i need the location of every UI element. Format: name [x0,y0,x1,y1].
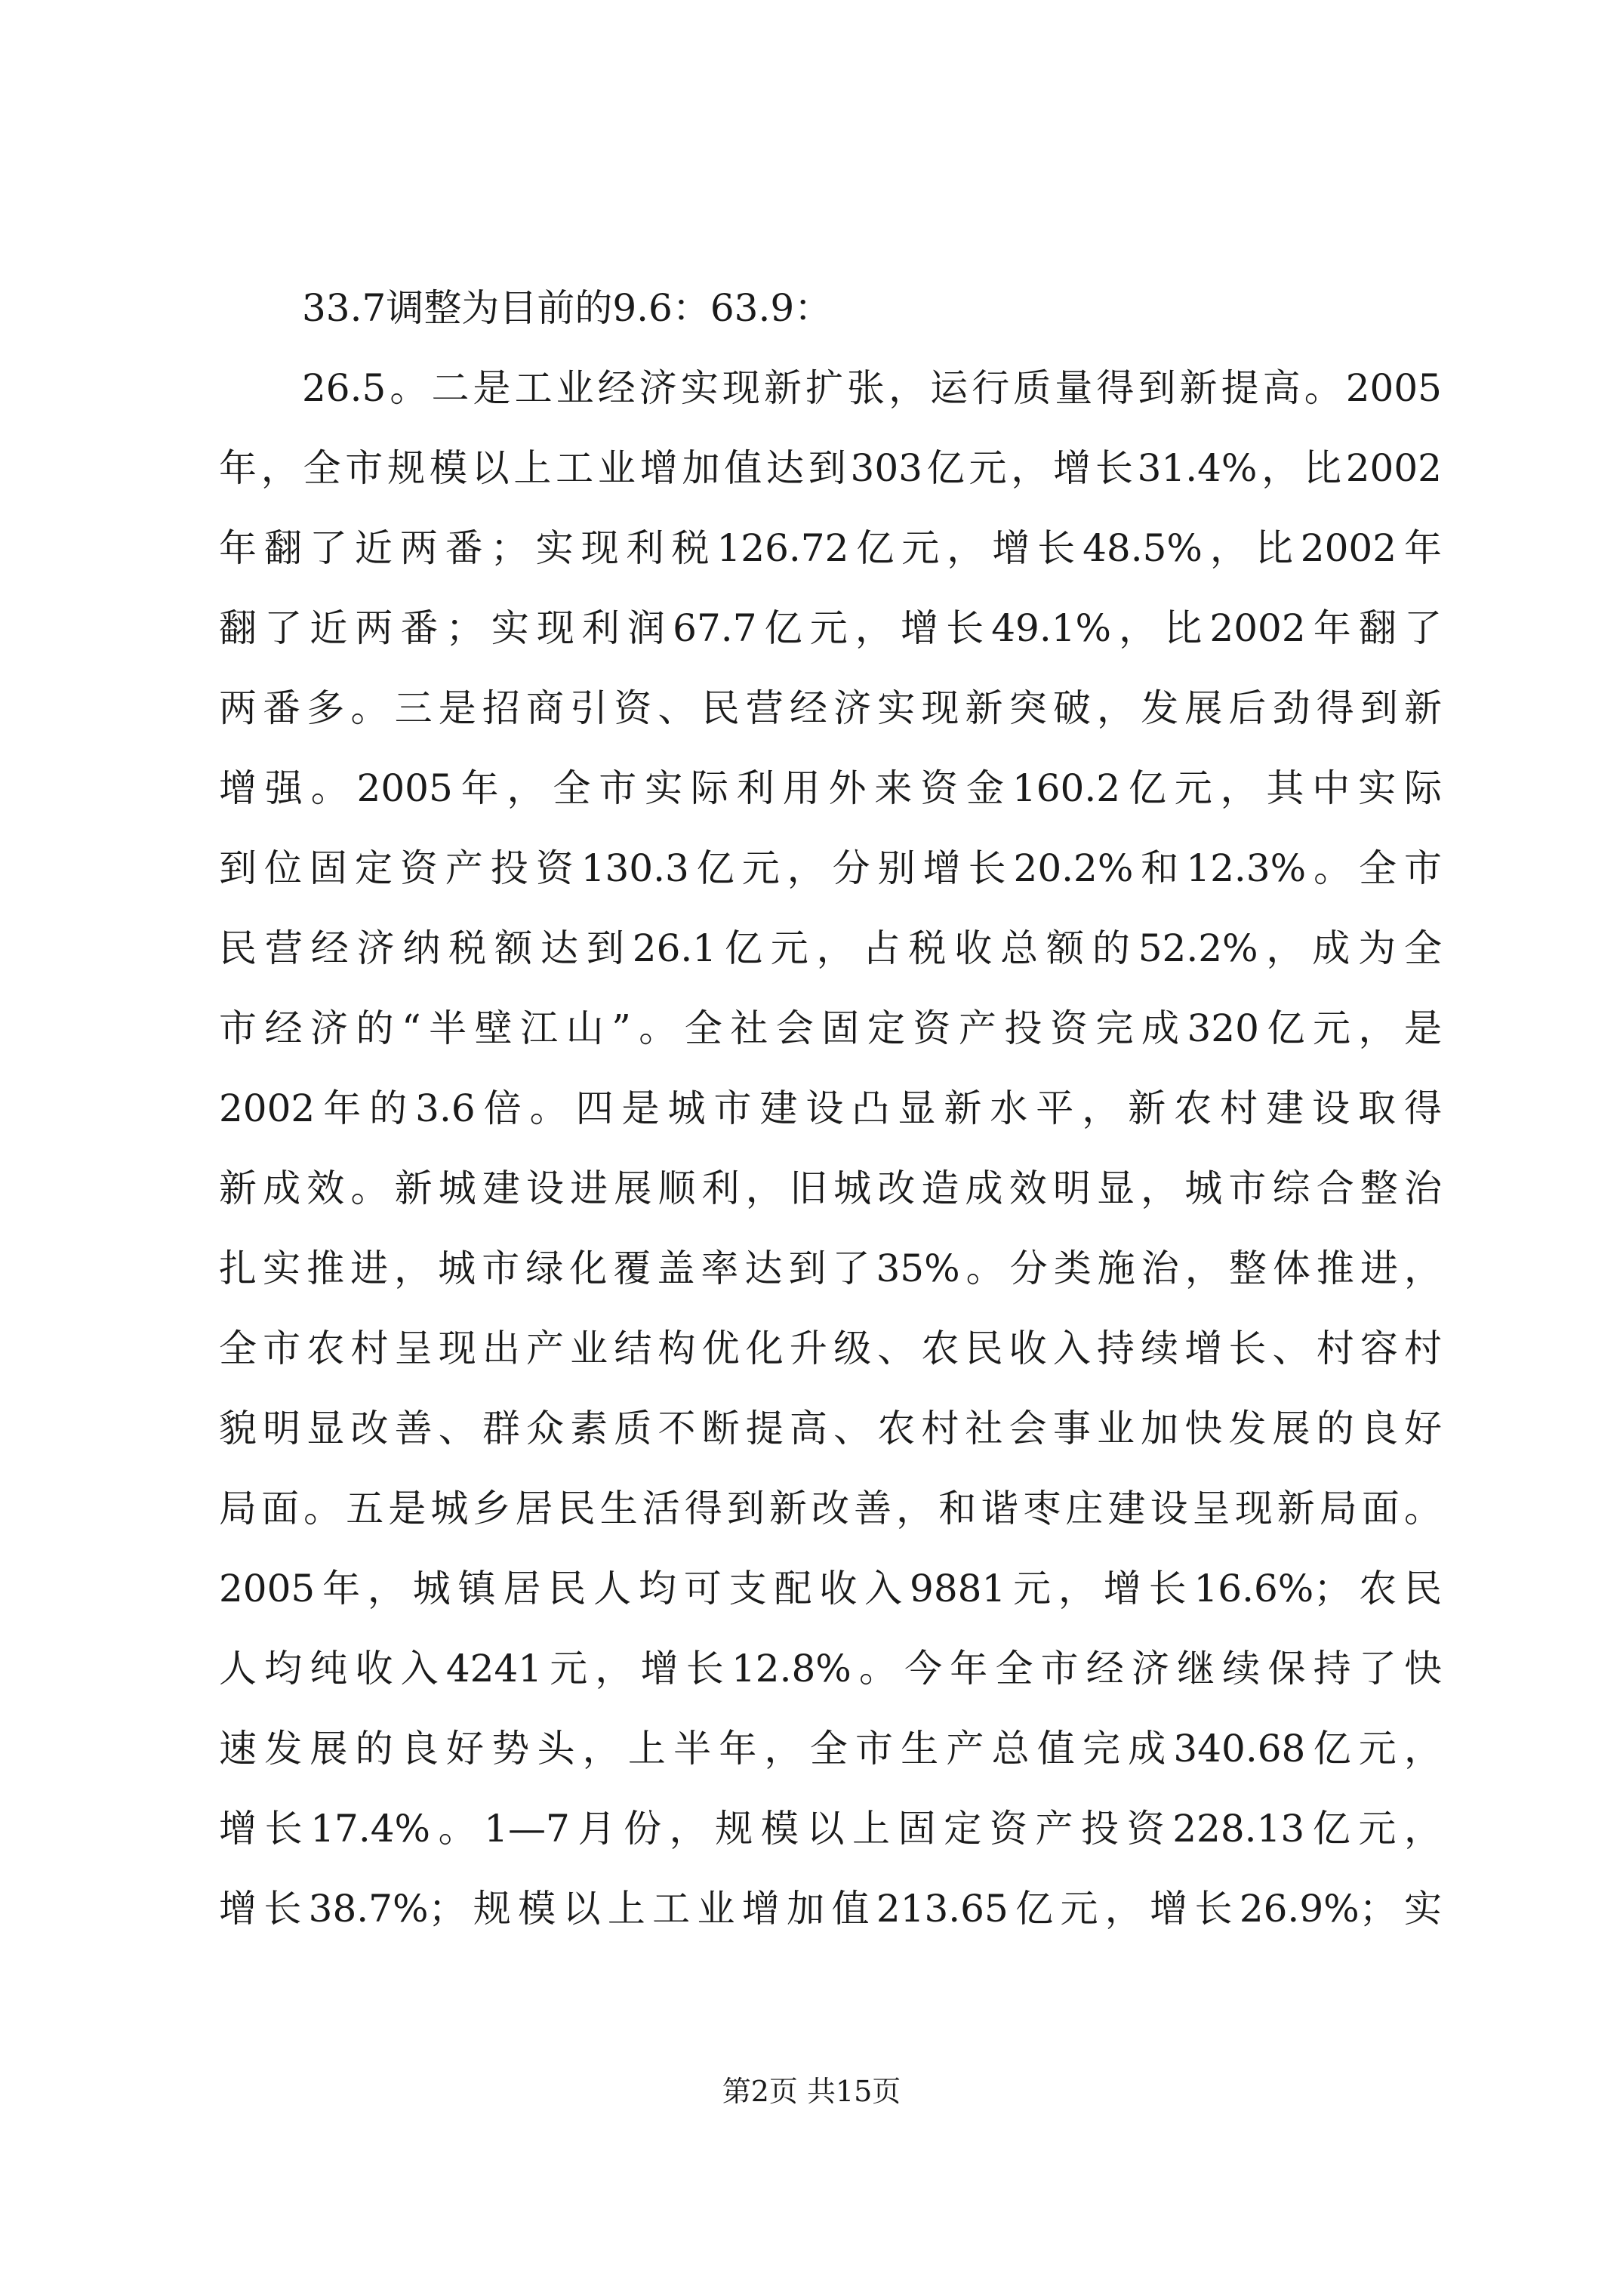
text-line: 市经济的“半壁江山”。全社会固定资产投资完成320亿元，是 [219,1006,1442,1050]
text-line: 翻了近两番；实现利润67.7亿元，增长49.1%，比2002年翻了 [219,606,1442,650]
text-line: 2002年的3.6倍。四是城市建设凸显新水平，新农村建设取得 [219,1086,1442,1130]
text-line: 年翻了近两番；实现利税126.72亿元，增长48.5%，比2002年 [219,526,1442,570]
text-line: 到位固定资产投资130.3亿元，分别增长20.2%和12.3%。全市 [219,846,1442,890]
text-line: 速发展的良好势头，上半年，全市生产总值完成340.68亿元， [219,1727,1442,1771]
text-line: 局面。五是城乡居民生活得到新改善，和谐枣庄建设呈现新局面。 [219,1487,1442,1530]
text-line: 26.5。二是工业经济实现新扩张，运行质量得到新提高。2005 [302,366,1442,410]
text-line: 貌明显改善、群众素质不断提高、农村社会事业加快发展的良好 [219,1407,1442,1450]
text-line: 人均纯收入4241元，增长12.8%。今年全市经济继续保持了快 [219,1647,1442,1690]
text-line: 民营经济纳税额达到26.1亿元，占税收总额的52.2%，成为全 [219,926,1442,970]
text-line: 增强。2005年，全市实际利用外来资金160.2亿元，其中实际 [219,766,1442,810]
text-line: 增长17.4%。1—7月份，规模以上固定资产投资228.13亿元， [219,1807,1442,1851]
text-line: 2005年，城镇居民人均可支配收入9881元，增长16.6%；农民 [219,1567,1442,1610]
text-line: 扎实推进，城市绿化覆盖率达到了35%。分类施治，整体推进， [219,1247,1442,1290]
text-line: 年，全市规模以上工业增加值达到303亿元，增长31.4%，比2002 [219,446,1442,490]
text-line: 33.7调整为目前的9.6：63.9： [302,286,833,330]
body-text [219,268,1442,1949]
text-line: 新成效。新城建设进展顺利，旧城改造成效明显，城市综合整治 [219,1166,1442,1210]
text-line: 两番多。三是招商引资、民营经济实现新突破，发展后劲得到新 [219,686,1442,730]
text-line: 全市农村呈现出产业结构优化升级、农民收入持续增长、村容村 [219,1327,1442,1370]
page-number-footer: 第2页 共15页 [722,2075,901,2108]
text-line: 增长38.7%；规模以上工业增加值213.65亿元，增长26.9%；实 [219,1887,1442,1931]
